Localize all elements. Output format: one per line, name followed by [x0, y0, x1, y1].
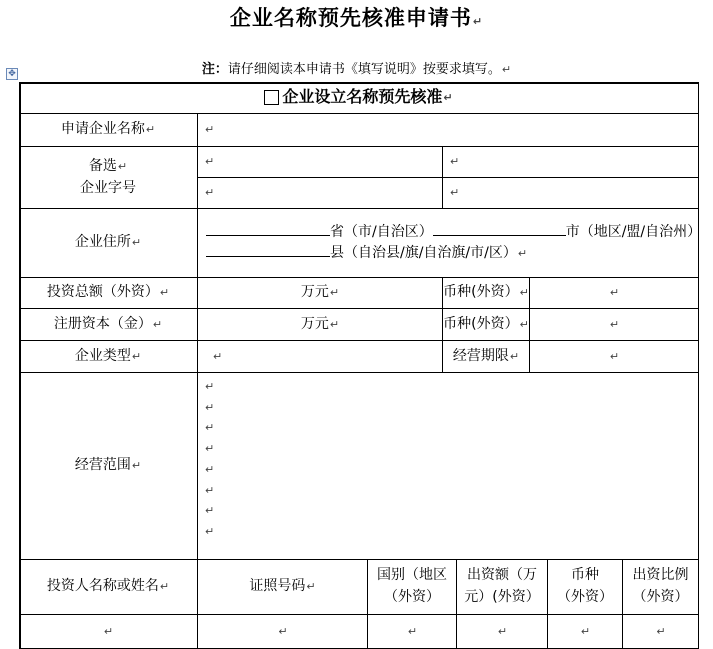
license-number-cell[interactable]: ↵ [198, 615, 368, 649]
currency-cell[interactable]: ↵ [548, 615, 623, 649]
capital-currency-label: 币种(外资） ↵ [443, 309, 530, 341]
operating-term-label: 经营期限 ↵ [443, 341, 530, 373]
note-text: 请仔细阅读本申请书《填写说明》按要求填写。 [227, 62, 501, 77]
note-label: 注： [201, 62, 228, 77]
alternate-name-field-4[interactable]: ↵ [443, 178, 699, 209]
operating-term-field[interactable]: ↵ [530, 341, 699, 373]
business-scope-field[interactable]: ↵ ↵ ↵ ↵ ↵ ↵ ↵ ↵ [198, 373, 699, 560]
checkbox-icon[interactable] [264, 90, 279, 105]
move-handle-icon[interactable]: ✥ [6, 68, 18, 80]
address-field[interactable]: 省（市/自治区） 市（地区/盟/自治州） 县（自治县/旗/自治旗/市/区）↵ [198, 209, 699, 278]
applicant-name-label: 申请企业名称 ↵ [19, 114, 198, 147]
country-cell[interactable]: ↵ [368, 615, 457, 649]
alternate-name-field-2[interactable]: ↵ [443, 147, 699, 178]
ratio-cell[interactable]: ↵ [623, 615, 699, 649]
investor-name-cell[interactable]: ↵ [19, 615, 198, 649]
capital-amount-field[interactable]: 万元 ↵ [198, 309, 443, 341]
amount-cell[interactable]: ↵ [457, 615, 548, 649]
company-type-field[interactable]: ↵ [198, 341, 443, 373]
alternate-name-label: 备选↵ 企业字号 [19, 147, 198, 209]
ratio-header: 出资比例 （外资） [623, 560, 699, 615]
address-label: 企业住所 ↵ [19, 209, 198, 278]
license-number-header: 证照号码 ↵ [198, 560, 368, 615]
capital-currency-field[interactable]: ↵ [530, 309, 699, 341]
application-form-table [19, 82, 702, 649]
investment-currency-field[interactable]: ↵ [530, 278, 699, 309]
form-heading: 企业设立名称预先核准 ↵ [19, 82, 699, 114]
instruction-note: 注：请仔细阅读本申请书《填写说明》按要求填写。↵ [201, 62, 512, 77]
capital-label: 注册资本（金） ↵ [19, 309, 198, 341]
company-type-label: 企业类型 ↵ [19, 341, 198, 373]
country-header: 国别（地区 （外资） [368, 560, 457, 615]
applicant-name-field[interactable]: ↵ [198, 114, 699, 147]
investment-amount-field[interactable]: 万元 ↵ [198, 278, 443, 309]
amount-header: 出资额（万 元）(外资） [457, 560, 548, 615]
investor-name-header: 投资人名称或姓名 ↵ [19, 560, 198, 615]
alternate-name-field-3[interactable]: ↵ [198, 178, 443, 209]
document-title: 企业名称预先核准申请书↵ [229, 6, 484, 30]
investment-currency-label: 币种(外资） ↵ [443, 278, 530, 309]
alternate-name-field-1[interactable]: ↵ [198, 147, 443, 178]
business-scope-label: 经营范围 ↵ [19, 373, 198, 560]
currency-header: 币种 （外资） [548, 560, 623, 615]
investment-label: 投资总额（外资） ↵ [19, 278, 198, 309]
